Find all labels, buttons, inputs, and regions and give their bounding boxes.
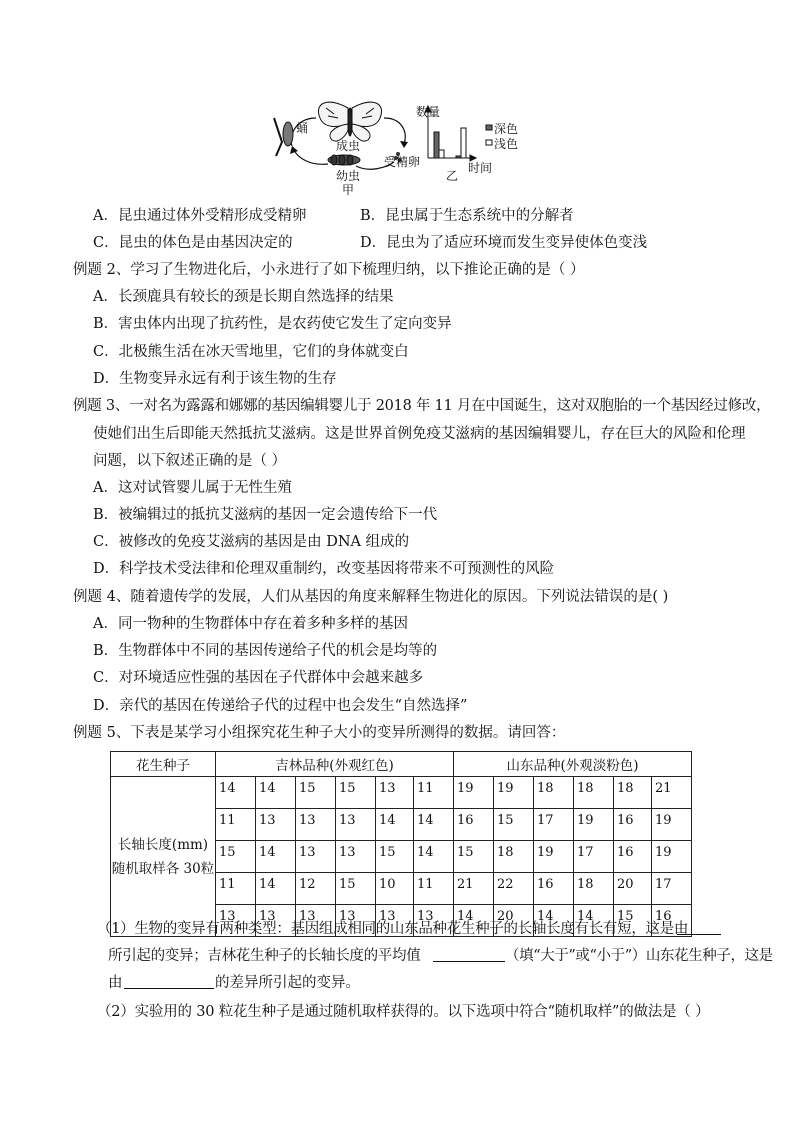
- table-cell: 15: [494, 809, 534, 841]
- table-cell: 15: [336, 777, 376, 809]
- table-cell: 13: [256, 905, 296, 937]
- table-cell: 11: [216, 809, 256, 841]
- peanut-data-table: [110, 751, 692, 937]
- table-cell: 19: [534, 841, 574, 873]
- table-cell: 19: [494, 777, 534, 809]
- table-cell: 20: [494, 905, 534, 937]
- table-cell: 13: [296, 809, 336, 841]
- q4-stem: 例题 4、随着遗传学的发展，人们从基因的角度来解释生物进化的原因。下列说法错误的是( ): [73, 589, 669, 605]
- pupa-icon: [274, 118, 293, 156]
- legend-dark: 深色: [494, 122, 519, 136]
- table-cell: 18: [574, 873, 614, 905]
- table-cell: 18: [614, 777, 652, 809]
- table-cell: 15: [216, 841, 256, 873]
- table-cell: 19: [454, 777, 494, 809]
- table-cell: 17: [574, 841, 614, 873]
- q3-option-d: D．科学技术受法律和伦理双重制约，改变基因将带来不可预测性的风险: [93, 561, 555, 577]
- table-cell: 13: [296, 905, 336, 937]
- table-cell: 13: [336, 841, 376, 873]
- row-label-line-1: 长轴长度(mm): [117, 836, 209, 853]
- q3-option-c: C．被修改的免疫艾滋病的基因是由 DNA 组成的: [93, 534, 410, 550]
- table-cell: 16: [614, 809, 652, 841]
- table-cell: 16: [534, 873, 574, 905]
- q2-stem: 例题 2、学习了生物进化后，小永进行了如下梳理归纳，以下推论正确的是（ ）: [73, 262, 585, 278]
- q5-sub1-line-1: （1）生物的变异有两种类型：基因组成相同的山东品种花生种子的长轴长度有长有短，这是由: [97, 921, 689, 937]
- table-cell: 21: [652, 777, 692, 809]
- table-cell: 18: [494, 841, 534, 873]
- table-cell: 20: [614, 873, 652, 905]
- table-cell: 16: [454, 809, 494, 841]
- table-cell: 14: [256, 777, 296, 809]
- row-label: [111, 777, 216, 937]
- table-cell: 14: [256, 873, 296, 905]
- answer-blank-2[interactable]: [433, 947, 505, 962]
- table-cell: 15: [376, 841, 414, 873]
- table-cell: 13: [296, 841, 336, 873]
- table-cell: 14: [376, 809, 414, 841]
- q5-sub1-line-2a: 所引起的变异；吉林花生种子的长轴长度的平均值: [108, 948, 421, 964]
- table-cell: 14: [574, 905, 614, 937]
- larva-icon: [328, 155, 360, 165]
- table-cell: 17: [534, 809, 574, 841]
- table-cell: 13: [336, 905, 376, 937]
- pupa-label: 蛹: [296, 121, 309, 135]
- q3-stem-line-3: 问题，以下叙述正确的是（ ）: [93, 453, 287, 469]
- table-cell: 15: [614, 905, 652, 937]
- table-cell: 16: [614, 841, 652, 873]
- q5-sub2: （2）实验用的 30 粒花生种子是通过随机取样获得的。以下选项中符合“随机取样”的做法是（ ）: [97, 1004, 710, 1020]
- q1-option-a: A．昆虫通过体外受精形成受精卵: [93, 208, 307, 224]
- q2-option-d: D．生物变异永远有利于该生物的生存: [93, 371, 337, 387]
- q4-option-c: C．对环境适应性强的基因在子代群体中会越来越多: [93, 670, 424, 686]
- table-cell: 13: [256, 809, 296, 841]
- table-cell: 16: [652, 905, 692, 937]
- q5-sub1-line-2b: （填“大于”或“小于”）山东花生种子，这是: [505, 948, 773, 964]
- table-cell: 18: [574, 777, 614, 809]
- table-cell: 13: [376, 777, 414, 809]
- table-cell: 21: [454, 873, 494, 905]
- q4-option-d: D．亲代的基因在传递给子代的过程中也会发生“自然选择”: [93, 698, 468, 714]
- table-cell: 19: [574, 809, 614, 841]
- figure-yi-label: 乙: [446, 169, 459, 183]
- table-cell: 19: [652, 809, 692, 841]
- header-jilin: 吉林品种(外观红色): [216, 752, 454, 777]
- table-cell: 10: [376, 873, 414, 905]
- table-cell: 14: [414, 841, 454, 873]
- q4-option-a: A．同一物种的生物群体中存在着多种多样的基因: [93, 616, 408, 632]
- table-cell: 15: [296, 777, 336, 809]
- table-cell: 18: [534, 777, 574, 809]
- table-cell: 19: [652, 841, 692, 873]
- table-cell: 22: [494, 873, 534, 905]
- table-cell: 11: [414, 873, 454, 905]
- table-cell: 14: [256, 841, 296, 873]
- chart-ylabel: 数量: [416, 105, 441, 119]
- table-cell: 11: [414, 777, 454, 809]
- table-cell: 17: [652, 873, 692, 905]
- table-row: [111, 777, 692, 809]
- egg-label: 受精卵: [384, 155, 421, 169]
- adult-label: 成虫: [336, 139, 361, 153]
- table-cell: 13: [336, 809, 376, 841]
- q1-option-c: C．昆虫的体色是由基因决定的: [93, 235, 293, 251]
- table-cell: 13: [414, 905, 454, 937]
- question-figure: [268, 96, 558, 196]
- butterfly-icon: [318, 102, 381, 141]
- table-cell: 14: [216, 777, 256, 809]
- table-cell: 14: [534, 905, 574, 937]
- header-shandong: 山东品种(外观淡粉色): [454, 752, 692, 777]
- header-seed: 花生种子: [111, 752, 216, 777]
- table-cell: 14: [454, 905, 494, 937]
- table-cell: 15: [454, 841, 494, 873]
- table-header-row: [111, 752, 692, 777]
- q5-sub1-line-3b: 的差异所引起的变异。: [215, 975, 360, 991]
- answer-blank-1[interactable]: [677, 920, 721, 935]
- q2-option-a: A．长颈鹿具有较长的颈是长期自然选择的结果: [93, 289, 394, 305]
- q3-option-a: A．这对试管婴儿属于无性生殖: [93, 480, 292, 496]
- table-cell: 14: [414, 809, 454, 841]
- q3-stem-line-2: 使她们出生后即能天然抵抗艾滋病。这是世界首例免疫艾滋病的基因编辑婴儿，存在巨大的风险和伦理: [93, 426, 746, 442]
- q5-sub1-line-3a: 由: [108, 975, 123, 991]
- row-label-line-2: 随机取样各 30粒: [111, 860, 215, 877]
- table-cell: 13: [216, 905, 256, 937]
- q5-stem: 例题 5、下表是某学习小组探究花生种子大小的变异所测得的数据。请回答：: [73, 725, 566, 741]
- table-cell: 12: [296, 873, 336, 905]
- larva-label: 幼虫: [336, 169, 361, 183]
- q3-stem-line-1: 例题 3、一对名为露露和娜娜的基因编辑婴儿于 2018 年 11 月在中国诞生，这对双胞胎的一个基因经过修改，: [73, 398, 771, 414]
- figure-jia-label: 甲: [342, 183, 355, 197]
- q1-option-d: D．昆虫为了适应环境而发生变异使体色变浅: [360, 235, 648, 251]
- q3-option-b: B．被编辑过的抵抗艾滋病的基因一定会遗传给下一代: [93, 507, 438, 523]
- chart-xlabel: 时间: [468, 161, 493, 175]
- table-cell: 11: [216, 873, 256, 905]
- q4-option-b: B．生物群体中不同的基因传递给子代的机会是均等的: [93, 643, 438, 659]
- table-cell: 13: [376, 905, 414, 937]
- answer-blank-3[interactable]: [124, 974, 214, 989]
- q2-option-c: C．北极熊生活在冰天雪地里，它们的身体就变白: [93, 344, 409, 360]
- q1-option-b: B．昆虫属于生态系统中的分解者: [360, 208, 574, 224]
- q2-option-b: B．害虫体内出现了抗药性，是农药使它发生了定向变异: [93, 316, 452, 332]
- table-cell: 15: [336, 873, 376, 905]
- legend-light: 浅色: [494, 137, 519, 151]
